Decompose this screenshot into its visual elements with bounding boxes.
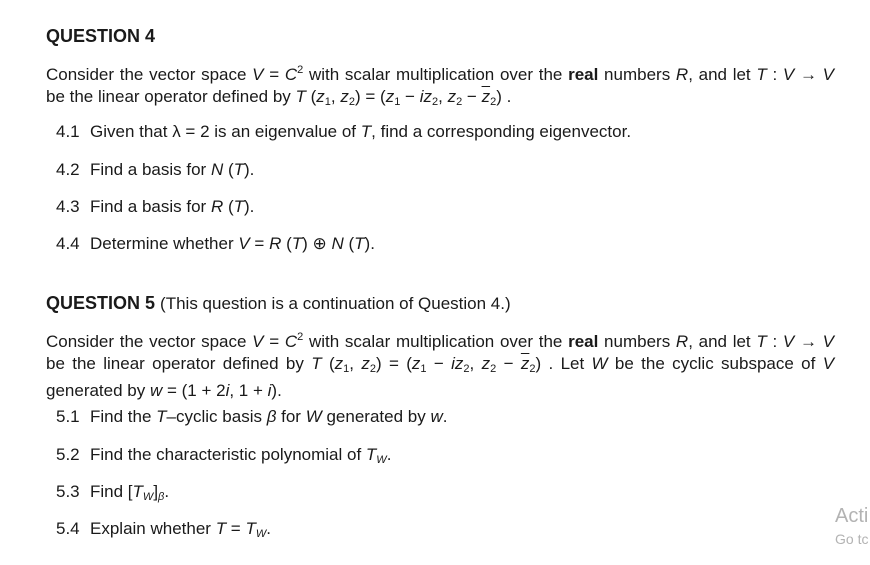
question-item-4-2: 4.2 Find a basis for N (T).: [56, 160, 255, 179]
question-item-4-4: 4.4 Determine whether V = R (T) ⊕ N (T).: [56, 234, 375, 253]
question-item-5-2: 5.2 Find the characteristic polynomial of $T_W$.: [56, 445, 392, 466]
activation-watermark-subtitle: Go tc: [835, 531, 869, 547]
question-5-statement: Consider the vector space $V = C^2$ with scalar multiplication over the real numbers R, and let T : V → V be the linear operator defined by T ($z_1$, $z_2) = (z_1 - iz_2$, $z_2 - \overline{z}_2$) . Let W be the cyclic subspace of V generated by w = (1 + 2i, 1 + i).: [46, 331, 835, 400]
activation-watermark-title: Acti: [835, 505, 869, 527]
question-item-5-1: 5.1 Find the T–cyclic basis β for W generated by w.: [56, 407, 448, 426]
question-4-heading: QUESTION 4: [46, 26, 156, 46]
question-item-4-1: 4.1 Given that λ = 2 is an eigenvalue of T, find a corresponding eigenvector.: [56, 122, 632, 141]
question-item-5-3: 5.3 Find $[T_W]_\beta$.: [56, 482, 170, 503]
question-item-5-4: 5.4 Explain whether $T = T_W$.: [56, 519, 271, 540]
question-item-4-3: 4.3 Find a basis for R (T).: [56, 197, 255, 216]
question-5-heading: QUESTION 5 (This question is a continuation of Question 4.): [46, 293, 511, 313]
question-5-note: (This question is a continuation of Question 4.): [160, 294, 511, 313]
question-4-statement: Consider the vector space $V = C^2$ with scalar multiplication over the real numbers R, and let T : V → V be the linear operator defined by T ($z_1$, $z_2) = (z_1 - iz_2$, $z_2 - \overline{z}_2$) .: [46, 64, 835, 108]
